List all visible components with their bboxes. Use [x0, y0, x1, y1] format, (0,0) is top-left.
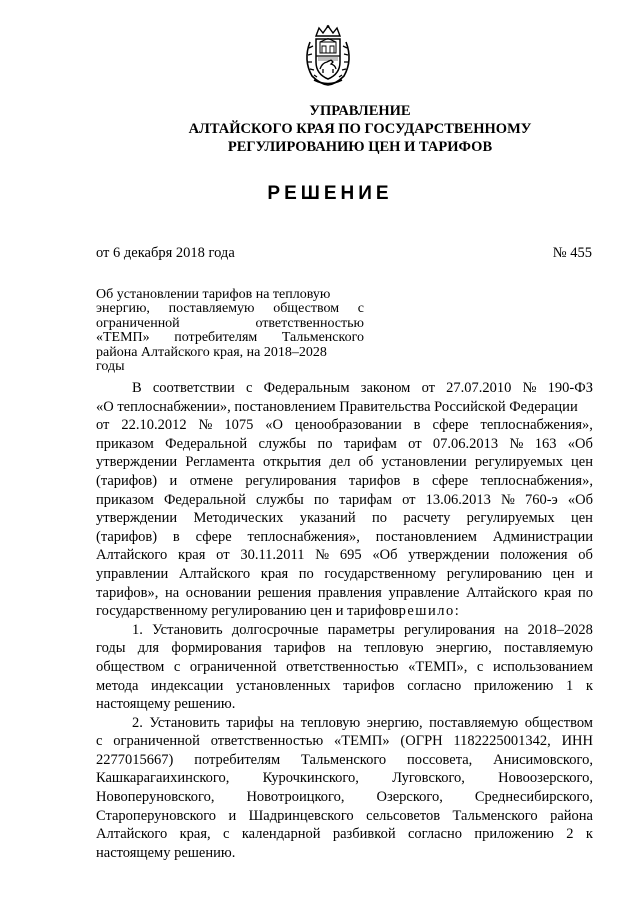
word: сфере — [195, 528, 232, 545]
word: основании — [185, 584, 252, 601]
word: по — [298, 565, 314, 582]
word: 163 — [534, 435, 557, 452]
word: цен — [571, 454, 593, 471]
word: «ТЕМП» — [96, 330, 150, 346]
word: по — [372, 510, 388, 527]
word: «ТЕМП» — [333, 733, 390, 750]
word: сфере — [432, 472, 469, 489]
word: установлении — [381, 454, 467, 471]
word: открытия — [263, 454, 322, 471]
body-line — [96, 788, 593, 807]
word: края — [543, 584, 572, 601]
word: отмене — [189, 472, 233, 489]
body-line — [96, 807, 593, 826]
word: сельсоветов — [366, 807, 441, 824]
body-line — [96, 695, 593, 714]
body-line — [96, 453, 593, 472]
word: ответственностью — [210, 733, 324, 750]
word: службы — [258, 435, 307, 452]
body-line — [96, 546, 593, 565]
authority-line: РЕГУЛИРОВАНИЮ ЦЕН И ТАРИФОВ — [227, 139, 493, 155]
word: Федеральной — [163, 491, 246, 508]
word: ИНН — [561, 733, 593, 750]
word: с — [223, 826, 230, 843]
word: к — [585, 677, 593, 694]
word: решения — [257, 584, 312, 601]
word: : — [454, 603, 459, 620]
word: тарифы — [226, 714, 274, 731]
body-line — [96, 825, 593, 844]
subject-line — [96, 302, 364, 316]
subject-line — [96, 331, 364, 345]
word: 13.06.2013 — [425, 491, 491, 508]
word: установленных — [236, 677, 331, 694]
word: метода — [96, 677, 139, 694]
word: энергию, — [435, 640, 492, 657]
word: указаний — [299, 510, 356, 527]
word: ответственностью — [286, 658, 399, 675]
word: службы — [256, 491, 304, 508]
word: к — [585, 826, 593, 843]
word: об — [578, 547, 593, 564]
word: (тарифов) — [96, 528, 158, 545]
word: района Алтайского края, на 2018–2028 — [96, 344, 327, 360]
word: соответствии — [152, 380, 235, 396]
word: поставляемую — [429, 714, 519, 731]
word: по — [313, 491, 329, 508]
coat-of-arms-icon — [300, 24, 356, 88]
word: «О — [265, 417, 283, 434]
word: использованием — [492, 658, 593, 675]
word: утверждении — [96, 454, 178, 471]
word: Тальменского — [281, 330, 364, 346]
word: края — [260, 565, 289, 582]
body-line — [96, 677, 593, 696]
word: согласно — [407, 826, 462, 843]
word: цен — [570, 510, 593, 527]
word: Алтайского — [96, 826, 168, 843]
word: № — [500, 491, 515, 508]
word: приказом — [96, 435, 154, 452]
word: ограниченной — [189, 658, 277, 675]
word: Шадринцевского — [248, 807, 354, 824]
word: Алтайского — [466, 584, 538, 601]
word: Новотроицкого, — [246, 789, 345, 806]
word: правления — [317, 584, 382, 601]
word: Установить — [149, 714, 220, 731]
word: 07.06.2013 — [432, 435, 499, 452]
word: на — [280, 714, 295, 731]
word: 30.11.2011 — [240, 547, 305, 564]
word: «Об — [567, 435, 593, 452]
word: Регламента — [185, 454, 255, 471]
word: настоящему решению. — [96, 844, 236, 861]
issuing-authority — [60, 102, 639, 156]
word: Курочкинского, — [262, 770, 359, 787]
word: ответственностью — [255, 315, 364, 331]
word: тепловую — [300, 714, 361, 731]
word: тепловую — [364, 640, 424, 657]
word: регулирования — [245, 472, 337, 489]
body-line — [96, 639, 593, 658]
body-line — [96, 714, 593, 733]
word: № — [198, 417, 213, 434]
word: Об установлении тарифов на тепловую — [96, 287, 331, 302]
word: тарифов — [348, 472, 401, 489]
word: и — [169, 472, 178, 489]
body-line — [96, 416, 593, 435]
word: «Об — [372, 547, 398, 564]
word: согласно — [407, 677, 462, 694]
word: по — [317, 435, 333, 452]
body-line — [96, 472, 593, 491]
word: решило — [398, 603, 455, 620]
word: 1 — [565, 677, 574, 694]
word: параметры — [327, 621, 395, 638]
word: индексации — [151, 677, 224, 694]
word: ограниченной — [113, 733, 200, 750]
word: от — [402, 491, 416, 508]
body-line — [96, 658, 593, 677]
word: поставляемую — [168, 301, 255, 317]
word: 190-ФЗ — [547, 380, 593, 396]
body-line — [96, 491, 593, 510]
word: регулируемых — [474, 454, 563, 471]
word: годы — [96, 640, 126, 657]
word: формирования — [171, 640, 262, 657]
emblem-graphic — [300, 24, 356, 88]
word: Алтайского — [96, 547, 168, 564]
word: 1. — [132, 621, 143, 638]
word: регулирования — [403, 621, 495, 638]
word: обществом — [524, 714, 593, 731]
word: сфере — [432, 417, 469, 434]
word: положения — [500, 547, 568, 564]
word: поссовета, — [407, 751, 473, 768]
body-line — [96, 528, 593, 547]
body-line — [96, 584, 593, 603]
authority-line: АЛТАЙСКОГО КРАЯ ПО ГОСУДАРСТВЕННОМУ — [188, 121, 532, 137]
word: на — [164, 584, 180, 601]
word: годы — [96, 359, 125, 375]
body-line — [96, 509, 593, 528]
word: «ТЕМП», — [408, 658, 468, 675]
word: законом — [360, 380, 411, 396]
word: 22.10.2012 — [121, 417, 187, 434]
word: (ОГРН — [400, 733, 443, 750]
word: регулируемых — [466, 510, 555, 527]
word: календарной — [241, 826, 321, 843]
word: с — [173, 658, 181, 675]
word: обществом — [96, 658, 165, 675]
word: от — [421, 380, 435, 396]
word: 2 — [566, 826, 574, 843]
word: Озерского, — [376, 789, 443, 806]
word: обществом — [273, 301, 340, 317]
word: Новоперуновского, — [96, 789, 215, 806]
word: Кашкарагаихинского, — [96, 770, 230, 787]
word: для — [137, 640, 160, 657]
body-line — [96, 602, 593, 621]
body-line — [96, 398, 593, 417]
word: государственному регулированию цен и тарифов — [96, 603, 399, 620]
body-line — [96, 379, 593, 398]
word: по — [577, 584, 593, 601]
word: Новоозерского, — [498, 770, 593, 787]
word: 1182225001342, — [453, 733, 551, 750]
word: от — [408, 435, 422, 452]
word: Методических — [193, 510, 284, 527]
word: 2. — [132, 714, 143, 731]
word: Администрации — [492, 528, 593, 545]
word: и — [585, 565, 593, 582]
word: тарифов — [343, 677, 395, 694]
word: дел — [329, 454, 351, 471]
word: 1075 — [224, 417, 254, 434]
word: приложению — [473, 677, 554, 694]
body-line — [96, 732, 593, 751]
word: 760-э — [524, 491, 558, 508]
word: от — [96, 417, 110, 434]
word: Тальменского — [452, 807, 538, 824]
word: цен — [552, 565, 575, 582]
word: постановлением — [375, 528, 477, 545]
document-date: от 6 декабря 2018 года — [96, 245, 235, 261]
word: на — [337, 640, 352, 657]
word: разбивкой — [332, 826, 396, 843]
word: ценообразовании — [294, 417, 402, 434]
body-line — [96, 751, 593, 770]
word: района — [550, 807, 593, 824]
word: (тарифов) — [96, 472, 158, 489]
word: управление — [388, 584, 460, 601]
word: в — [172, 528, 180, 545]
word: Среднесибирского, — [474, 789, 593, 806]
word: регулированию — [446, 565, 542, 582]
word: тарифов — [274, 640, 326, 657]
word: тарифам — [338, 491, 392, 508]
word: Федеральной — [165, 435, 248, 452]
word: теплоснабжения», — [480, 472, 593, 489]
word: Анисимовского, — [493, 751, 593, 768]
word: в — [413, 417, 421, 434]
body-line — [96, 621, 593, 640]
word: и — [228, 807, 237, 824]
subject-line — [96, 288, 364, 302]
word: в — [412, 472, 420, 489]
word: с — [96, 733, 103, 750]
word: Федеральным — [263, 380, 350, 396]
word: утверждении — [96, 510, 178, 527]
word: Луговского, — [392, 770, 465, 787]
body-line — [96, 769, 593, 788]
word: ограниченной — [96, 315, 180, 331]
authority-line: УПРАВЛЕНИЕ — [309, 103, 411, 119]
word: энергию, — [96, 301, 150, 317]
word: настоящему решению. — [96, 696, 236, 713]
word: № — [509, 435, 524, 452]
word: «О теплоснабжении», постановлением Правительства Российской Федерации — [96, 398, 578, 415]
document-body — [96, 379, 593, 862]
subject-line — [96, 317, 364, 331]
word: № — [315, 547, 330, 564]
word: с — [357, 301, 364, 317]
word: теплоснабжения», — [247, 528, 360, 545]
word: Тальменского — [301, 751, 387, 768]
document-number: № 455 — [552, 245, 592, 261]
document-subject — [96, 288, 364, 374]
word: Установить — [152, 621, 223, 638]
subject-line — [96, 360, 364, 374]
word: государственному — [324, 565, 437, 582]
word: потребителям — [174, 330, 258, 346]
word: на — [504, 621, 519, 638]
word: края — [178, 547, 206, 564]
word: поставляемую — [503, 640, 593, 657]
body-line — [96, 844, 593, 863]
word: «Об — [567, 491, 593, 508]
word: 695 — [339, 547, 362, 564]
word: края, — [179, 826, 211, 843]
word: расчету — [403, 510, 451, 527]
body-line — [96, 435, 593, 454]
word: энергию, — [366, 714, 423, 731]
word: 2277015667) — [96, 751, 174, 768]
word: тарифам — [343, 435, 397, 452]
word: приложению — [474, 826, 554, 843]
word: управлении — [96, 565, 169, 582]
word: с — [476, 658, 484, 675]
word: теплоснабжения», — [480, 417, 593, 434]
word: 2018–2028 — [527, 621, 593, 638]
document-type-title: РЕШЕНИЕ — [267, 183, 393, 204]
word: долгосрочные — [231, 621, 319, 638]
word: об — [358, 454, 374, 471]
word: потребителям — [194, 751, 281, 768]
word: № — [522, 380, 537, 396]
word: Алтайского — [178, 565, 251, 582]
word: с — [246, 380, 253, 396]
word: от — [216, 547, 230, 564]
body-line — [96, 565, 593, 584]
word: утверждении — [408, 547, 490, 564]
subject-line — [96, 346, 364, 360]
word: тарифов», — [96, 584, 159, 601]
word: В — [132, 380, 142, 396]
word: приказом — [96, 491, 154, 508]
word: Староперуновского — [96, 807, 217, 824]
word: 27.07.2010 — [446, 380, 512, 396]
